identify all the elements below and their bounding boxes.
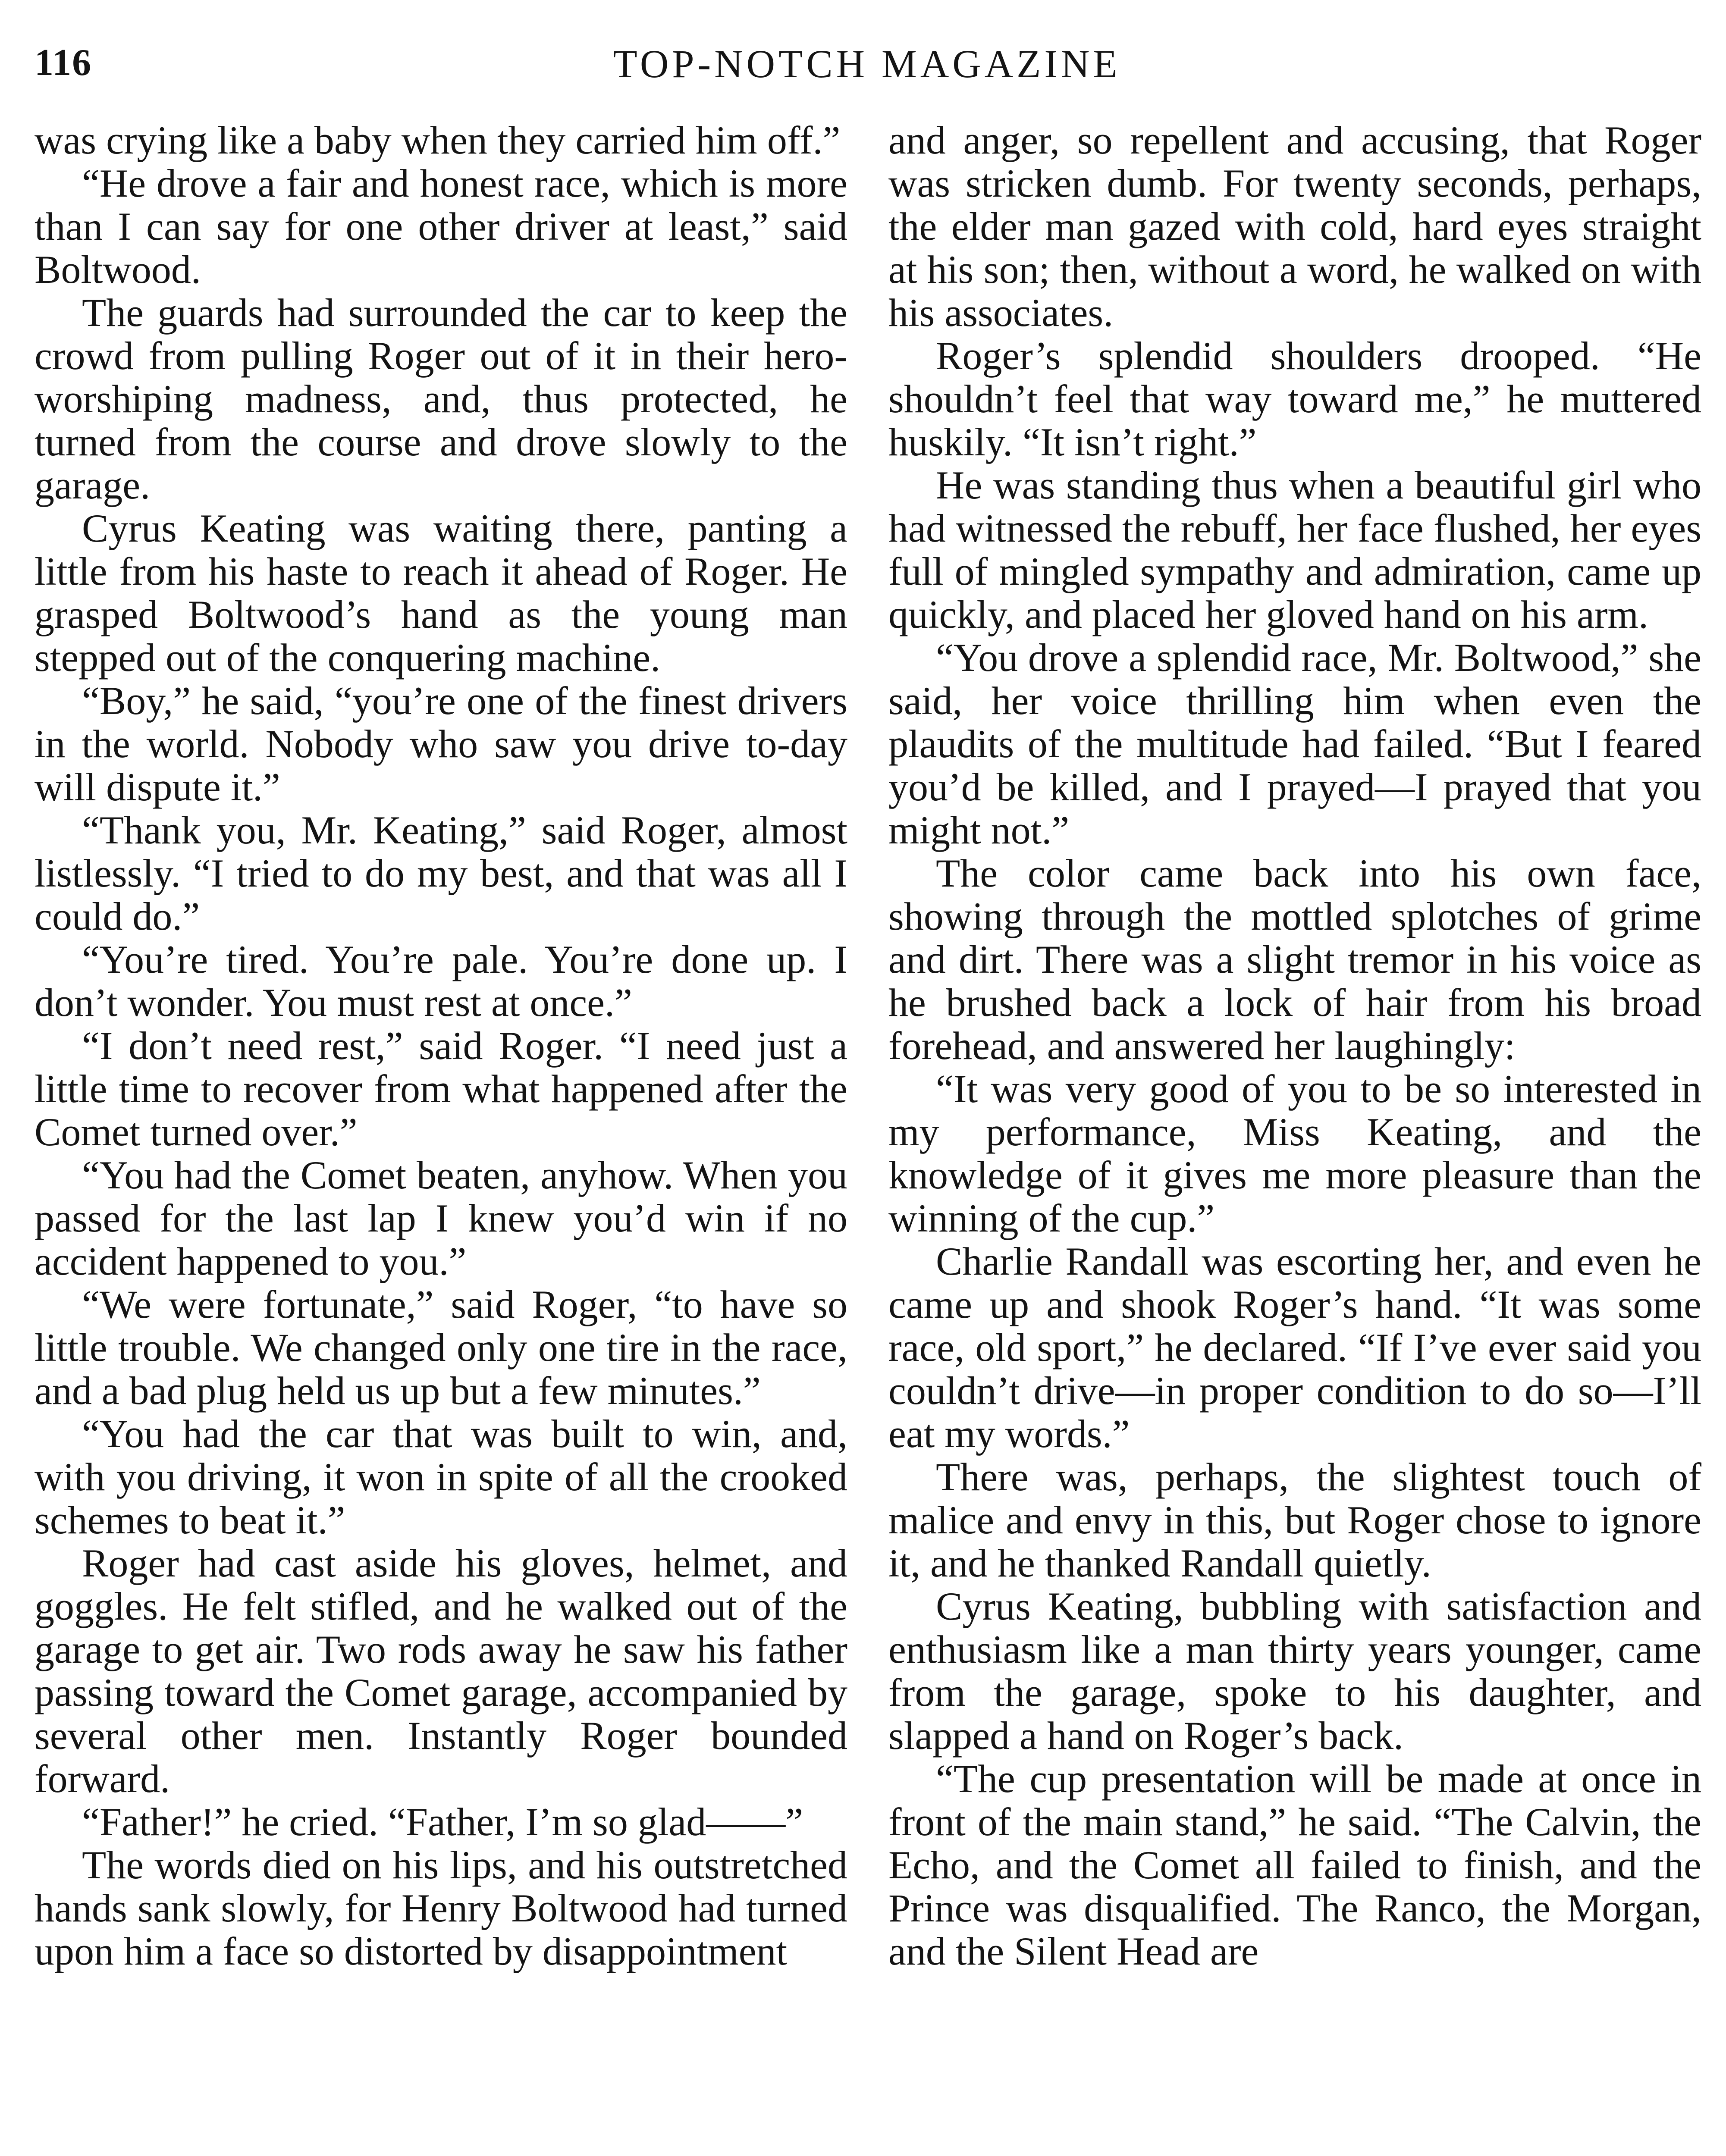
paragraph: Cyrus Keating was waiting there, panting a little from his haste to reach it ahead of Roger. He grasped Boltwood’s hand as the young man stepped out of the conquering machine.: [35, 506, 847, 680]
paragraph: Charlie Randall was escorting her, and even he came up and shook Roger’s hand. “It was some race, old sport,” he declared. “If I’ve ever said you couldn’t drive—in proper condition to do so—I’ll eat my words.”: [888, 1239, 1701, 1456]
paragraph: “You had the Comet beaten, anyhow. When you passed for the last lap I knew you’d win if no accident happened to you.”: [35, 1153, 847, 1283]
paragraph: He was standing thus when a beautiful girl who had witnessed the rebuff, her face flushed, her eyes full of mingled sympathy and admiration, came up quickly, and placed her gloved hand on his arm.: [888, 463, 1701, 636]
paragraph: “We were fortunate,” said Roger, “to have so little trouble. We changed only one tire in the race, and a bad plug held us up but a few minutes.”: [35, 1282, 847, 1413]
magazine-title: TOP-NOTCH MAGAZINE: [613, 42, 1121, 86]
paragraph: “He drove a fair and honest race, which is more than I can say for one other driver at least,” said Boltwood.: [35, 161, 847, 291]
paragraph: Cyrus Keating, bubbling with satisfaction and enthusiasm like a man thirty years younger, came from the garage, spoke to his daughter, and slapped a hand on Roger’s back.: [888, 1584, 1701, 1758]
paragraph: The guards had surrounded the car to keep the crowd from pulling Roger out of it in their hero-worshiping madness, and, thus protected, he turned from the course and drove slowly to the garage.: [35, 291, 847, 507]
paragraph: “The cup presentation will be made at once in front of the main stand,” he said. “The Calvin, the Echo, and the Comet all failed to finish, and the Prince was disqualified. The Ranco, the Morgan, and the Silent Head are: [888, 1757, 1701, 1973]
paragraph: “You’re tired. You’re pale. You’re done up. I don’t wonder. You must rest at once.”: [35, 937, 847, 1025]
paragraph: The color came back into his own face, showing through the mottled splotches of grime and dirt. There was a slight tremor in his voice as he brushed back a lock of hair from his broad forehead, and answered her laughingly:: [888, 851, 1701, 1068]
paragraph: “Boy,” he said, “you’re one of the finest drivers in the world. Nobody who saw you drive to-day will dispute it.”: [35, 679, 847, 809]
left-column: [35, 119, 847, 2156]
paragraph: “Father!” he cried. “Father, I’m so glad——”: [82, 1800, 803, 1844]
right-column: [888, 119, 1701, 2156]
page-number: 116: [35, 42, 92, 84]
paragraph: and anger, so repellent and accusing, that Roger was stricken dumb. For twenty seconds, perhaps, the elder man gazed with cold, hard eyes straight at his son; then, without a word, he walked on with his associates.: [888, 119, 1701, 335]
paragraph: “I don’t need rest,” said Roger. “I need just a little time to recover from what happened after the Comet turned over.”: [35, 1024, 847, 1154]
paragraph: “You had the car that was built to win, and, with you driving, it won in spite of all the crooked schemes to beat it.”: [35, 1412, 847, 1542]
paragraph: “It was very good of you to be so interested in my performance, Miss Keating, and the knowledge of it gives me more pleasure than the winning of the cup.”: [888, 1067, 1701, 1240]
paragraph: Roger had cast aside his gloves, helmet, and goggles. He felt stifled, and he walked out of the garage to get air. Two rods away he saw his father passing toward the Comet garage, accompanied by several other men. Instantly Roger bounded forward.: [35, 1541, 847, 1801]
running-head: [35, 41, 1699, 101]
paragraph: The words died on his lips, and his outstretched hands sank slowly, for Henry Boltwood had turned upon him a face so distorted by disappointment: [35, 1843, 847, 1973]
paragraph: Roger’s splendid shoulders drooped. “He shouldn’t feel that way toward me,” he muttered huskily. “It isn’t right.”: [888, 334, 1701, 464]
paragraph: was crying like a baby when they carried him off.”: [35, 119, 841, 162]
paragraph: “You drove a splendid race, Mr. Boltwood,” she said, her voice thrilling him when even the plaudits of the multitude had failed. “But I feared you’d be killed, and I prayed—I prayed that you might not.”: [888, 636, 1701, 852]
paragraph: There was, perhaps, the slightest touch of malice and envy in this, but Roger chose to ignore it, and he thanked Randall quietly.: [888, 1455, 1701, 1585]
paragraph: “Thank you, Mr. Keating,” said Roger, almost listlessly. “I tried to do my best, and that was all I could do.”: [35, 808, 847, 938]
